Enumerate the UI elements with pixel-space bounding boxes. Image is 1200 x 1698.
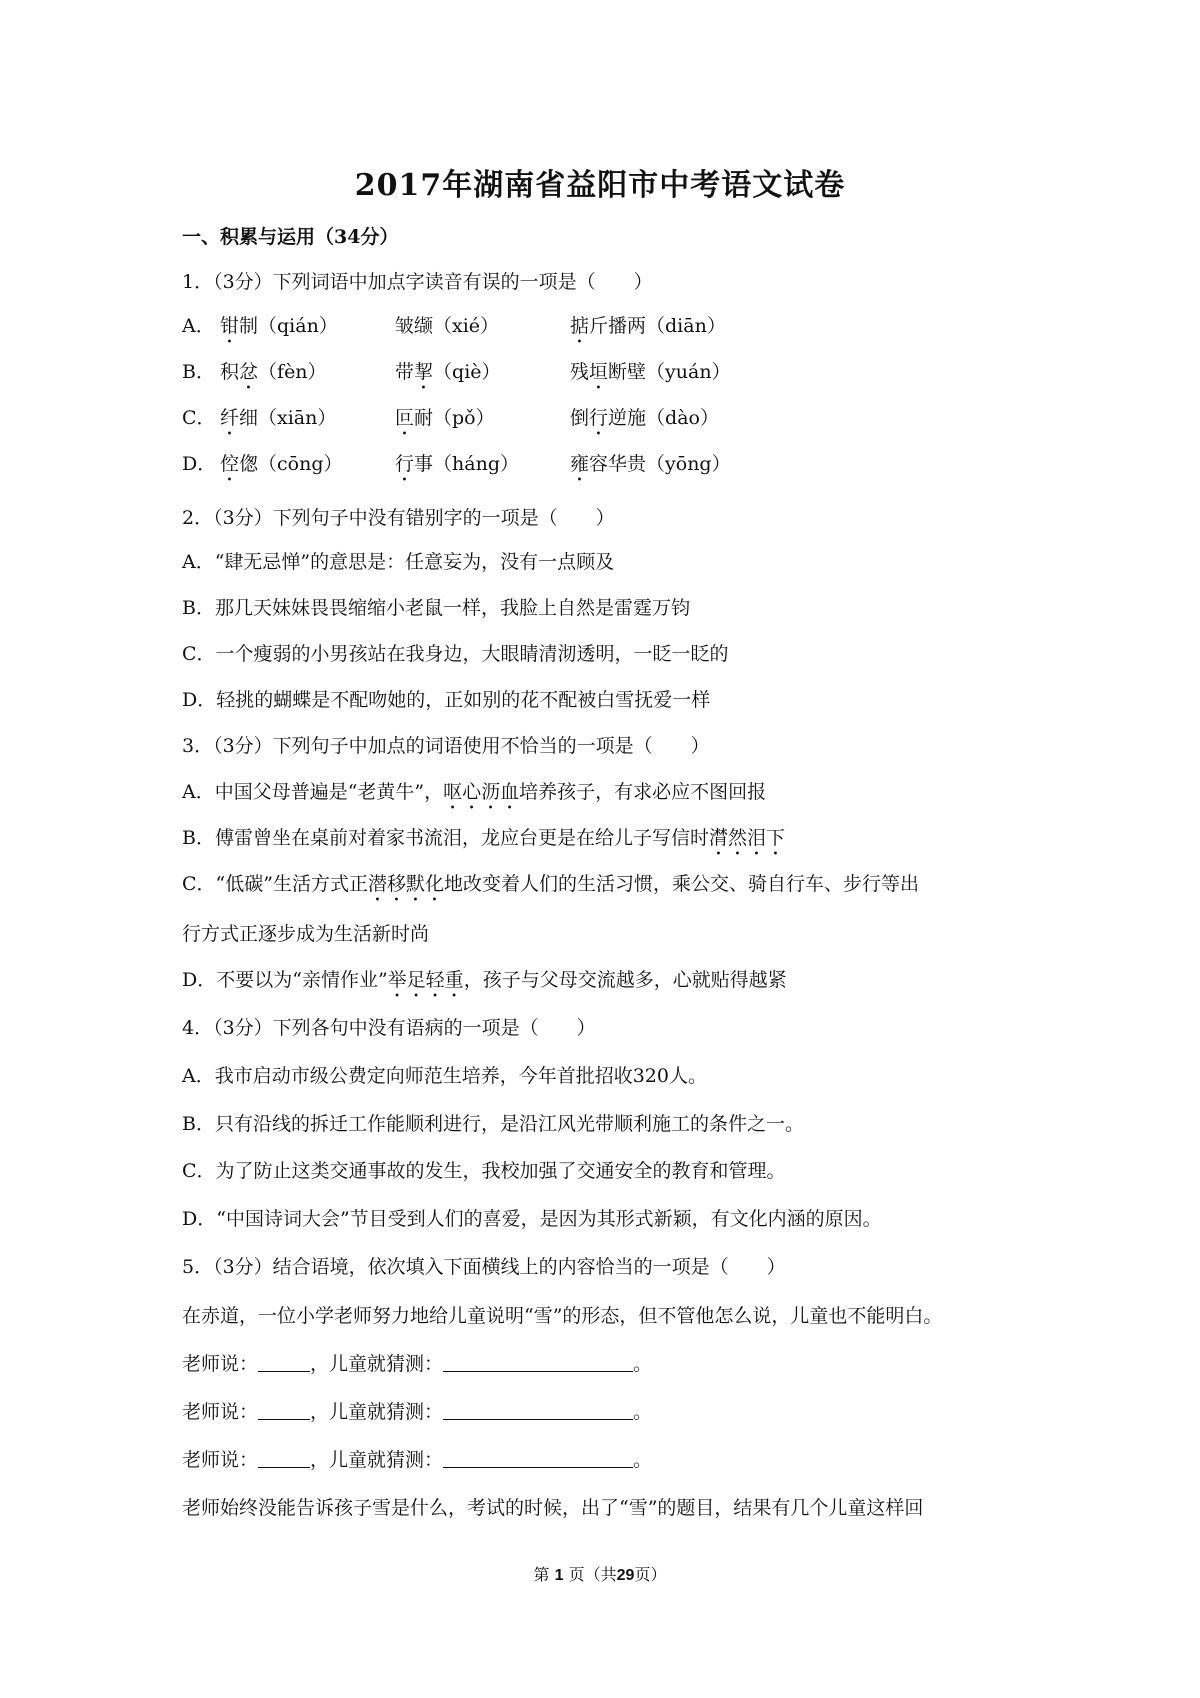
q1-word: 行事（háng）	[395, 453, 519, 475]
answer-blank	[258, 1353, 310, 1372]
q1-option-d	[182, 450, 1082, 480]
emphasized-character: 倥	[220, 453, 240, 475]
emphasized-character: 雍	[570, 453, 590, 475]
emphasized-character: 钳	[220, 315, 240, 337]
answer-blank	[443, 1353, 633, 1372]
emphasized-character: 忿	[239, 361, 259, 383]
emphasized-character: 行	[395, 453, 415, 475]
exam-title: 2017年湖南省益阳市中考语文试卷	[354, 168, 846, 203]
emphasized-character: 挈	[414, 361, 434, 383]
q3-stem: 3．（3分）下列句子中加点的词语使用不恰当的一项是（ ）	[182, 735, 710, 757]
q1-word: 倥偬（cōng）	[220, 453, 343, 475]
option-label: B．	[182, 361, 215, 383]
q1-word: 纤细（xiān）	[220, 407, 337, 429]
q1-word: 残垣断壁（yuán）	[570, 361, 731, 383]
q5-blank-line-3: 老师说： ，儿童就猜测： 。	[182, 1449, 653, 1471]
q4-option-b: B．只有沿线的拆迁工作能顺利进行，是沿江风光带顺利施工的条件之一。	[182, 1113, 804, 1135]
emphasized-character: 掂	[570, 315, 590, 337]
q2-option-b: B．那几天妹妹畏畏缩缩小老鼠一样，我脸上自然是雷霆万钧	[182, 597, 690, 619]
q3-option-a: A．中国父母普遍是“老黄牛”，呕心沥血培养孩子，有求必应不图回报	[182, 781, 767, 803]
q1-word: 钳制（qián）	[220, 315, 338, 337]
emphasized-character: 叵	[395, 407, 415, 429]
emphasized-character: 垣	[589, 361, 609, 383]
section-heading: 一、积累与运用（34分）	[182, 226, 399, 248]
q2-option-d: D．轻挑的蝴蝶是不配吻她的，正如别的花不配被白雪抚爱一样	[182, 689, 711, 711]
emphasized-word: 潸然泪下	[708, 827, 785, 849]
q1-option-a	[182, 312, 1082, 342]
q4-option-d: D．“中国诗词大会”节目受到人们的喜爱，是因为其形式新颖，有文化内涵的原因。	[182, 1208, 882, 1230]
emphasized-word: 潜移默化	[367, 873, 444, 895]
option-label: D．	[182, 453, 217, 475]
answer-blank	[258, 1449, 310, 1468]
q1-word: 叵耐（pǒ）	[395, 407, 495, 429]
q3-option-c: C．“低碳”生活方式正潜移默化地改变着人们的生活习惯，乘公交、骑自行车、步行等出	[182, 873, 919, 895]
answer-blank	[443, 1401, 633, 1420]
emphasized-word: 举足轻重	[387, 969, 464, 991]
q1-word: 倒行逆施（dào）	[570, 407, 719, 429]
q1-option-b	[182, 358, 1082, 388]
q4-option-c: C．为了防止这类交通事故的发生，我校加强了交通安全的教育和管理。	[182, 1160, 786, 1182]
emphasized-character: 行	[589, 407, 609, 429]
q2-option-c: C．一个瘦弱的小男孩站在我身边，大眼睛清沏透明，一眨一眨的	[182, 643, 729, 665]
q2-option-a: A．“肆无忌惮”的意思是：任意妄为，没有一点顾及	[182, 551, 615, 573]
answer-blank	[258, 1401, 310, 1420]
q3-option-b: B．傅雷曾坐在桌前对着家书流泪，龙应台更是在给儿子写信时潸然泪下	[182, 827, 785, 849]
q3-option-c-continued: 行方式正逐步成为生活新时尚	[182, 923, 430, 945]
q1-word: 掂斤播两（diān）	[570, 315, 726, 337]
q1-word: 带挈（qiè）	[395, 361, 501, 383]
page-number: 第 1 页（共29页）	[533, 1565, 667, 1584]
q4-stem: 4．（3分）下列各句中没有语病的一项是（ ）	[182, 1017, 596, 1039]
emphasized-character: 纤	[220, 407, 240, 429]
q1-word: 积忿（fèn）	[220, 361, 327, 383]
q5-blank-line-2: 老师说： ，儿童就猜测： 。	[182, 1401, 653, 1423]
q1-word: 雍容华贵（yōng）	[570, 453, 731, 475]
q1-stem: 1．（3分）下列词语中加点字读音有误的一项是（ ）	[182, 271, 653, 293]
q5-stem: 5．（3分）结合语境，依次填入下面横线上的内容恰当的一项是（ ）	[182, 1256, 786, 1278]
option-label: A．	[182, 315, 215, 337]
q1-word: 皱缬（xié）	[395, 315, 500, 337]
q5-paragraph-2: 老师始终没能告诉孩子雪是什么，考试的时候，出了“雪”的题目，结果有几个儿童这样回	[182, 1497, 924, 1519]
answer-blank	[443, 1449, 633, 1468]
q4-option-a: A．我市启动市级公费定向师范生培养，今年首批招收320人。	[182, 1065, 707, 1087]
option-label: C．	[182, 407, 216, 429]
q2-stem: 2．（3分）下列句子中没有错别字的一项是（ ）	[182, 507, 615, 529]
q5-paragraph-1: 在赤道，一位小学老师努力地给儿童说明“雪”的形态，但不管他怎么说，儿童也不能明白。	[182, 1305, 943, 1327]
emphasized-word: 呕心沥血	[443, 781, 520, 803]
q3-option-d: D．不要以为“亲情作业”举足轻重，孩子与父母交流越多，心就贴得越紧	[182, 969, 787, 991]
q1-option-c	[182, 404, 1082, 434]
q5-blank-line-1: 老师说： ，儿童就猜测： 。	[182, 1353, 653, 1375]
